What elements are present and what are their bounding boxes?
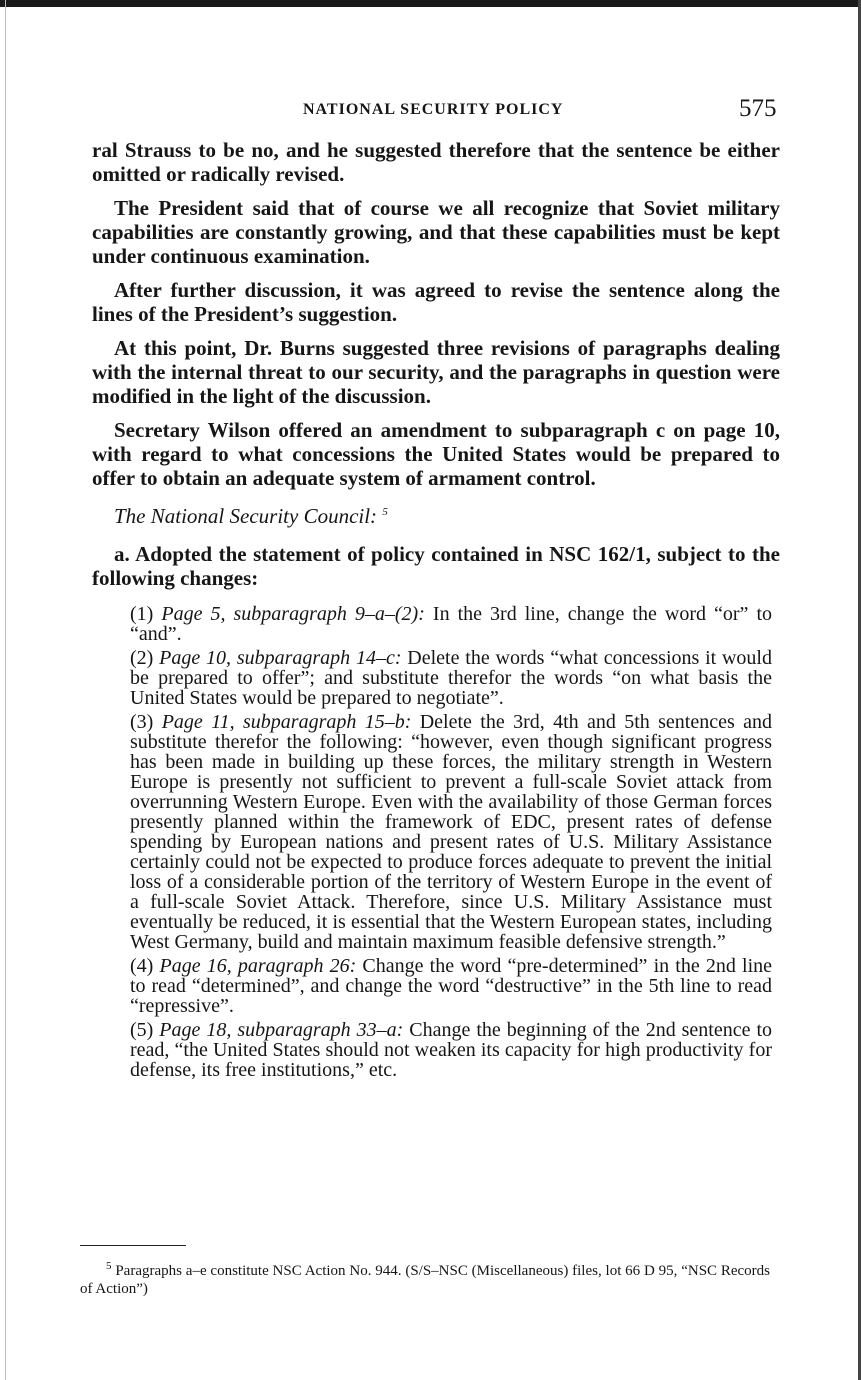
paragraph: At this point, Dr. Burns suggested three revisions of paragraphs dealing with the internal threat to our security, and the paragraphs in question were modified in the light of the discussion. bbox=[92, 336, 780, 408]
paragraph: Secretary Wilson offered an amendment to subparagraph c on page 10, with regard to what concessions the United States would be prepared to offer to obtain an adequate system of armament control. bbox=[92, 418, 780, 490]
paragraph: After further discussion, it was agreed to revise the sentence along the lines of the President’s suggestion. bbox=[92, 278, 780, 326]
change-text: Change the word “pre-determined” in the 2nd line to read “determined”, and change the word “destructive” in the 5th line to read “repressive”. bbox=[130, 955, 773, 1017]
change-number: (4) bbox=[130, 955, 154, 977]
body-text bbox=[92, 138, 780, 1080]
footnote-ref: 5 bbox=[382, 506, 388, 518]
change-item bbox=[130, 712, 772, 952]
change-item bbox=[130, 956, 772, 1016]
change-reference: Page 18, subparagraph 33–a: bbox=[159, 1019, 404, 1041]
paragraph: ral Strauss to be no, and he suggested therefore that the sentence be either omitted or radically revised. bbox=[92, 138, 780, 186]
footnote-text: Paragraphs a–e constitute NSC Action No. 944. (S/S–NSC (Miscellaneous) files, lot 66 D 95, “NSC Records of Action”) bbox=[80, 1263, 771, 1297]
change-reference: Page 16, paragraph 26: bbox=[159, 955, 357, 977]
footnote-divider bbox=[80, 1245, 186, 1246]
change-text: Change the beginning of the 2nd sentence to read, “the United States should not weaken its capacity for high productivity for defense, its free institutions,” etc. bbox=[130, 1019, 773, 1081]
change-text: Delete the words “what concessions it would be prepared to offer”; and substitute therefor the words “on what basis the United States would be prepared to negotiate”. bbox=[130, 647, 772, 709]
running-head: NATIONAL SECURITY POLICY bbox=[303, 101, 564, 118]
change-reference: Page 10, subparagraph 14–c: bbox=[159, 647, 402, 669]
change-item bbox=[130, 648, 772, 708]
footnote-mark: 5 bbox=[106, 1260, 112, 1272]
footnote bbox=[80, 1262, 770, 1298]
council-heading bbox=[92, 504, 780, 528]
change-item bbox=[130, 1020, 772, 1080]
change-number: (2) bbox=[130, 647, 154, 669]
change-list bbox=[92, 604, 780, 1080]
change-number: (1) bbox=[130, 603, 154, 625]
change-text: In the 3rd line, change the word “or” to “and”. bbox=[130, 603, 773, 645]
change-reference: Page 5, subparagraph 9–a–(2): bbox=[161, 603, 425, 625]
council-text: The National Security Council: bbox=[114, 504, 378, 528]
change-text: Delete the 3rd, 4th and 5th sentences and substitute therefor the following: “however, even though significant progress has been made in building up these forces, the military strength in Western Europe is presently not sufficient to prevent a full-scale Soviet attack from overrunning Western Europe. Even with the availability of those German forces presently planned within the framework of EDC, present rates of defense spending by European nations and present rates of U.S. Military Assistance certainly could not be expected to produce forces adequate to prevent the initial loss of a considerable portion of the territory of Western Europe in the event of a full-scale Soviet Attack. Therefore, since U.S. Military Assistance must eventually be reduced, it is essential that the Western European states, including West Germany, build and maintain maximum feasible defensive strength.” bbox=[130, 711, 773, 953]
action-item-a: a. Adopted the statement of policy contained in NSC 162/1, subject to the following changes: bbox=[92, 542, 780, 590]
page-left-edge bbox=[5, 0, 6, 1380]
change-number: (3) bbox=[130, 711, 154, 733]
page-number: 575 bbox=[739, 95, 777, 122]
change-item bbox=[130, 604, 772, 644]
paragraph: The President said that of course we all recognize that Soviet military capabilities are constantly growing, and that these capabilities must be kept under continuous examination. bbox=[92, 196, 780, 268]
change-reference: Page 11, subparagraph 15–b: bbox=[161, 711, 412, 733]
change-number: (5) bbox=[130, 1019, 154, 1041]
page-top-edge bbox=[0, 0, 861, 7]
